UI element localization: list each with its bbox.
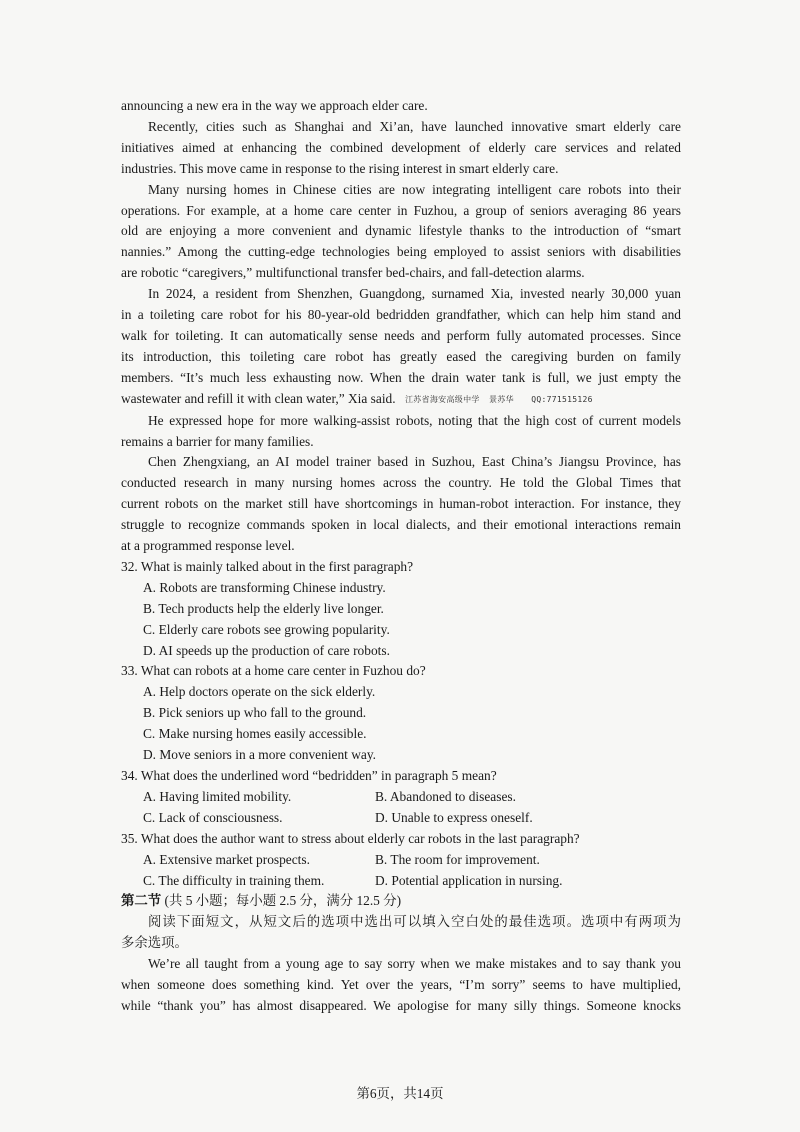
section-heading — [121, 891, 681, 912]
paragraph-text: wastewater and refill it with clean water,” Xia said. — [121, 390, 396, 406]
paragraph-line — [121, 389, 681, 411]
page-number-footer: 第6页，共14页 — [356, 1086, 444, 1101]
question-stem: 32. What is mainly talked about in the first paragraph? — [121, 558, 414, 574]
passage-line: while “thank you” has almost disappeared. We apologise for many silly things. Someone knocks — [121, 997, 681, 1013]
paragraph-line: walk for toileting. It can automatically sense needs and perform fully automated processes. Since — [121, 327, 681, 343]
paragraph-line: initiatives aimed at enhancing the combined development of elderly care services and related — [121, 139, 681, 155]
paragraph-line: operations. For example, at a home care center in Fuzhou, a group of seniors averaging 86 years — [121, 202, 681, 218]
answer-option: D. Move seniors in a more convenient way. — [143, 747, 377, 763]
paragraph-line: industries. This move came in response to the rising interest in smart elderly care. — [121, 160, 559, 176]
instruction-line: 多余选项。 — [121, 935, 188, 951]
watermark-school: 江苏省海安高级中学 — [404, 394, 480, 404]
watermark-name: 景苏华 — [489, 394, 514, 404]
exam-page — [121, 96, 681, 1017]
paragraph-line: Many nursing homes in Chinese cities are now integrating intelligent care robots into their — [148, 181, 681, 197]
paragraph-line: current robots on the market still have shortcomings in human-robot interaction. For instance, they — [121, 496, 681, 512]
answer-option: D. AI speeds up the production of care robots. — [143, 642, 390, 658]
watermark-qq: QQ:771515126 — [531, 394, 593, 404]
paragraph-line: In 2024, a resident from Shenzhen, Guangdong, surnamed Xia, invested nearly 30,000 yuan — [148, 286, 681, 302]
answer-option: C. The difficulty in training them. — [143, 872, 325, 888]
answer-option: B. Pick seniors up who fall to the ground. — [143, 705, 367, 721]
paragraph-line: conducted research in many nursing homes across the country. He told the Global Times that — [121, 475, 681, 491]
answer-option: B. The room for improvement. — [375, 851, 540, 867]
paragraph-line: He expressed hope for more walking-assist robots, noting that the high cost of current models — [148, 412, 681, 428]
option-row — [121, 871, 681, 892]
answer-option: C. Lack of consciousness. — [143, 809, 283, 825]
question-stem: 33. What can robots at a home care center in Fuzhou do? — [121, 663, 426, 679]
paragraph-line: Recently, cities such as Shanghai and Xi’an, have launched innovative smart elderly care — [148, 118, 681, 134]
answer-option: B. Tech products help the elderly live longer. — [143, 600, 384, 616]
paragraph-line: old are enjoying a more convenient and dynamic lifestyle thanks to the introduction of “smart — [121, 223, 681, 239]
passage-line: when someone does something kind. Yet over the years, “I’m sorry” seems to have multiplied, — [121, 977, 681, 993]
section-title: 第二节 — [121, 893, 162, 909]
answer-option: A. Extensive market prospects. — [143, 851, 310, 867]
paragraph-line: announcing a new era in the way we approach elder care. — [121, 98, 428, 113]
paragraph-line: Chen Zhengxiang, an AI model trainer based in Suzhou, East China’s Jiangsu Province, has — [148, 454, 681, 470]
option-row — [121, 787, 681, 808]
paragraph-line: members. “It’s much less exhausting now. When the drain water tank is full, we just empty the — [121, 369, 681, 385]
answer-option: B. Abandoned to diseases. — [375, 788, 516, 804]
paragraph-line: remains a barrier for many families. — [121, 433, 314, 449]
paragraph-line: at a programmed response level. — [121, 538, 295, 554]
answer-option: A. Robots are transforming Chinese industry. — [143, 579, 386, 595]
paragraph-line: struggle to recognize commands spoken in local dialects, and their emotional interactions remain — [121, 517, 681, 533]
paragraph-line: nannies.” Among the cutting-edge technologies being employed to assist seniors with disabilities — [121, 244, 681, 260]
section-scoring: (共 5 小题；每小题 2.5 分，满分 12.5 分) — [161, 893, 402, 909]
answer-option: A. Help doctors operate on the sick elderly. — [143, 684, 376, 700]
question-stem: 34. What does the underlined word “bedridden” in paragraph 5 mean? — [121, 768, 497, 783]
instruction-line: 阅读下面短文，从短文后的选项中选出可以填入空白处的最佳选项。选项中有两项为 — [148, 914, 681, 930]
answer-option: C. Make nursing homes easily accessible. — [143, 726, 367, 742]
passage-line: We’re all taught from a young age to say sorry when we make mistakes and to say thank you — [148, 956, 681, 972]
paragraph-line: its introduction, this toileting care robot has greatly eased the caregiving burden on family — [121, 348, 681, 364]
question-stem: 35. What does the author want to stress about elderly car robots in the last paragraph? — [121, 830, 580, 846]
answer-option: A. Having limited mobility. — [143, 788, 292, 804]
answer-option: D. Potential application in nursing. — [375, 872, 563, 888]
option-row — [121, 808, 681, 829]
paragraph-line: in a toileting care robot for his 80-year-old bedridden grandfather, which can help him stand and — [121, 307, 681, 323]
paragraph-line: are robotic “caregivers,” multifunctional transfer bed-chairs, and fall-detection alarms. — [121, 265, 585, 281]
answer-option: C. Elderly care robots see growing popularity. — [143, 621, 390, 637]
option-row — [121, 850, 681, 871]
answer-option: D. Unable to express oneself. — [375, 809, 533, 825]
